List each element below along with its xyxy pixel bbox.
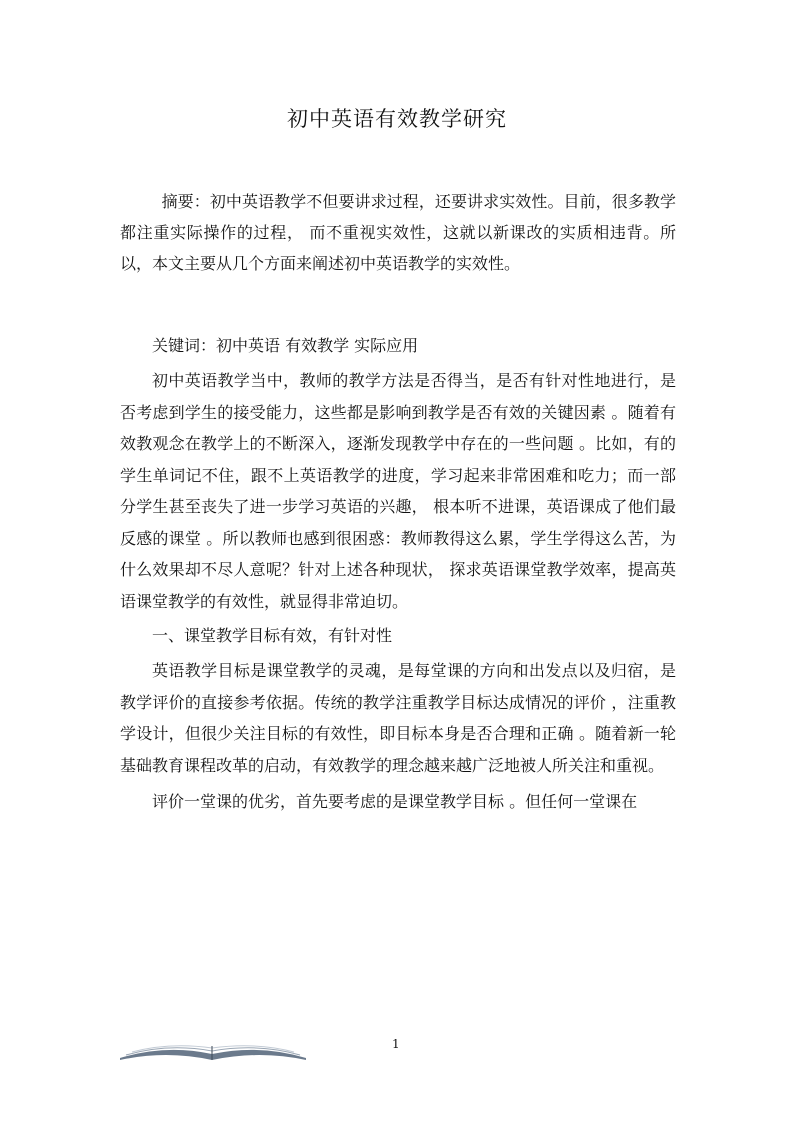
- abstract-paragraph: 摘要：初中英语教学不但要讲求过程，还要讲求实效性。目前，很多教学都注重实际操作的过程， 而不重视实效性，这就以新课改的实质相违背。所以，本文主要从几个方面来阐述初中英语教学的实效性。: [120, 192, 676, 273]
- keywords-line: 关键词：初中英语 有效教学 实际应用: [152, 336, 419, 355]
- body-paragraph-1: 初中英语教学当中，教师的教学方法是否得当，是否有针对性地进行，是否考虑到学生的接受能力，这些都是影响到教学是否有效的关键因素 。随着有效教观念在教学上的不断深入，逐渐发现教学中存在的一些问题 。比如，有的学生单词记不住，跟不上英语教学的进度，学习起来非常困难和吃力；而一部分学生甚至丧失了进一步学习英语的兴趣， 根本听不进课，英语课成了他们最反感的课堂 。所以教师也感到很困惑：教师教得这么累，学生学得这么苦，为什么效果却不尽人意呢？针对上述各种现状， 探求英语课堂教学效率，提高英语课堂教学的有效性，就显得非常迫切。: [120, 371, 676, 611]
- section-paragraph-1: 英语教学目标是课堂教学的灵魂，是每堂课的方向和出发点以及归宿，是教学评价的直接参考依据。传统的教学注重教学目标达成情况的评价 ，注重教学设计，但很少关注目标的有效性，即目标本身是否合理和正确 。随着新一轮基础教育课程改革的启动，有效教学的理念越来越广泛地被人所关注和重视。: [120, 661, 676, 775]
- page-number: 1: [392, 1037, 400, 1051]
- document-body: [120, 186, 676, 818]
- section-heading: 一、课堂教学目标有效，有针对性: [152, 626, 393, 645]
- document-title: 初中英语有效教学研究: [287, 107, 507, 131]
- open-book-icon: [118, 1038, 308, 1062]
- section-paragraph-2: 评价一堂课的优劣，首先要考虑的是课堂教学目标 。但任何一堂课在: [152, 792, 638, 811]
